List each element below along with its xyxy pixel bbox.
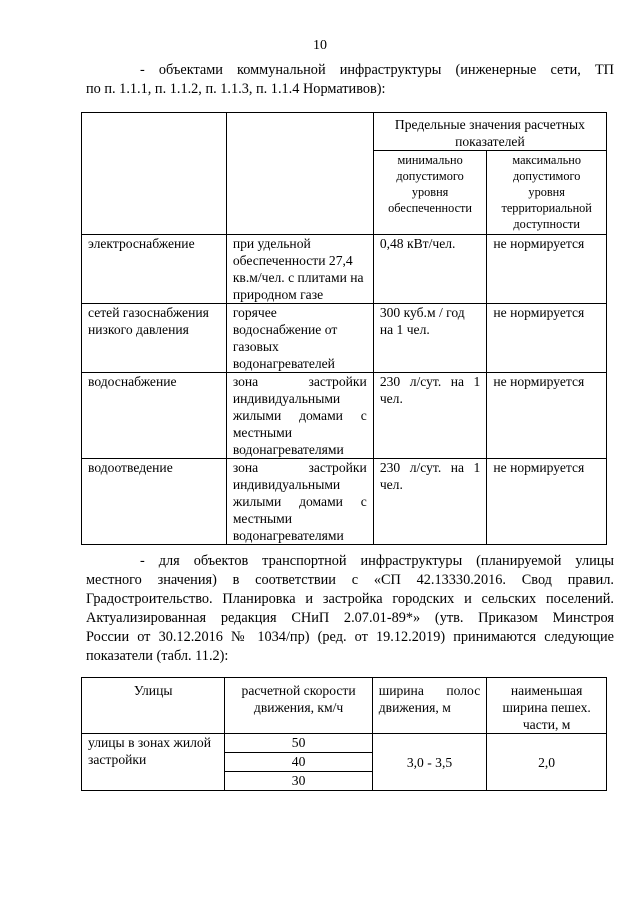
- walk-width-value: 2,0: [487, 734, 607, 791]
- lane-width-value: 3,0 - 3,5: [372, 734, 487, 791]
- table-row: [82, 235, 607, 304]
- row-name: сетей газоснабжения низкого давления: [82, 304, 227, 373]
- intro-line-1: - объектами коммунальной инфраструктуры (инженерные сети, ТП: [140, 62, 614, 78]
- row-max: не нормируется: [487, 373, 607, 459]
- utilities-table: [81, 112, 607, 545]
- row-condition: зона застройки индивидуальными жилыми домами с местными водонагревателями: [226, 373, 373, 459]
- row-min: 300 куб.м / год на 1 чел.: [373, 304, 487, 373]
- street-name: улицы в зонах жилой застройки: [82, 734, 225, 791]
- header-max-label: максимально допустимого уровня территориальной доступности: [487, 151, 607, 235]
- row-name: водоснабжение: [82, 373, 227, 459]
- header-speed: расчетной скорости движения, км/ч: [225, 678, 372, 734]
- row-max: не нормируется: [487, 304, 607, 373]
- intro-paragraph: [86, 61, 614, 99]
- transport-line: Актуализированная редакция СНиП 2.07.01-89*» (утв. Приказом Минстроя: [86, 610, 614, 626]
- transport-line: показатели (табл. 11.2):: [86, 648, 229, 664]
- table-header-row: [82, 113, 607, 151]
- row-name: водоотведение: [82, 459, 227, 545]
- transport-line: - для объектов транспортной инфраструктуры (планируемой улицы: [140, 553, 614, 569]
- transport-paragraph: [86, 552, 614, 666]
- page-number: 10: [313, 38, 327, 53]
- table-row: [82, 373, 607, 459]
- streets-table: [81, 677, 607, 791]
- header-min-label: минимально допустимого уровня обеспеченности: [373, 151, 487, 235]
- speed-value: 40: [225, 753, 372, 772]
- header-lane-width: ширина полос движения, м: [372, 678, 487, 734]
- table-row: [82, 459, 607, 545]
- transport-line: местного значения) в соответствии с «СП 42.13330.2016. Свод правил.: [86, 572, 614, 588]
- table-header-row: [82, 678, 607, 734]
- header-streets: Улицы: [82, 678, 225, 734]
- row-min: 230 л/сут. на 1 чел.: [373, 459, 487, 545]
- row-max: не нормируется: [487, 459, 607, 545]
- header-group-label: Предельные значения расчетных показателей: [373, 113, 606, 151]
- intro-line-2: по п. 1.1.1, п. 1.1.2, п. 1.1.3, п. 1.1.4 Нормативов):: [86, 81, 386, 97]
- header-walk-width: наименьшая ширина пешех. части, м: [487, 678, 607, 734]
- row-condition: зона застройки индивидуальными жилыми домами с местными водонагревателями: [226, 459, 373, 545]
- table-row: [82, 734, 607, 753]
- header-empty-cell: [82, 113, 227, 235]
- header-empty-cell: [226, 113, 373, 235]
- row-min: 0,48 кВт/чел.: [373, 235, 487, 304]
- row-name: электроснабжение: [82, 235, 227, 304]
- speed-value: 30: [225, 772, 372, 791]
- row-condition: при удельной обеспеченности 27,4 кв.м/чел. с плитами на природном газе: [226, 235, 373, 304]
- transport-line: России от 30.12.2016 № 1034/пр) (ред. от 19.12.2019) принимаются следующие: [86, 629, 614, 645]
- speed-value: 50: [225, 734, 372, 753]
- table-row: [82, 304, 607, 373]
- row-min: 230 л/сут. на 1 чел.: [373, 373, 487, 459]
- transport-line: Градостроительство. Планировка и застройка городских и сельских поселений.: [86, 591, 614, 607]
- row-condition: горячее водоснабжение от газовых водонагревателей: [226, 304, 373, 373]
- row-max: не нормируется: [487, 235, 607, 304]
